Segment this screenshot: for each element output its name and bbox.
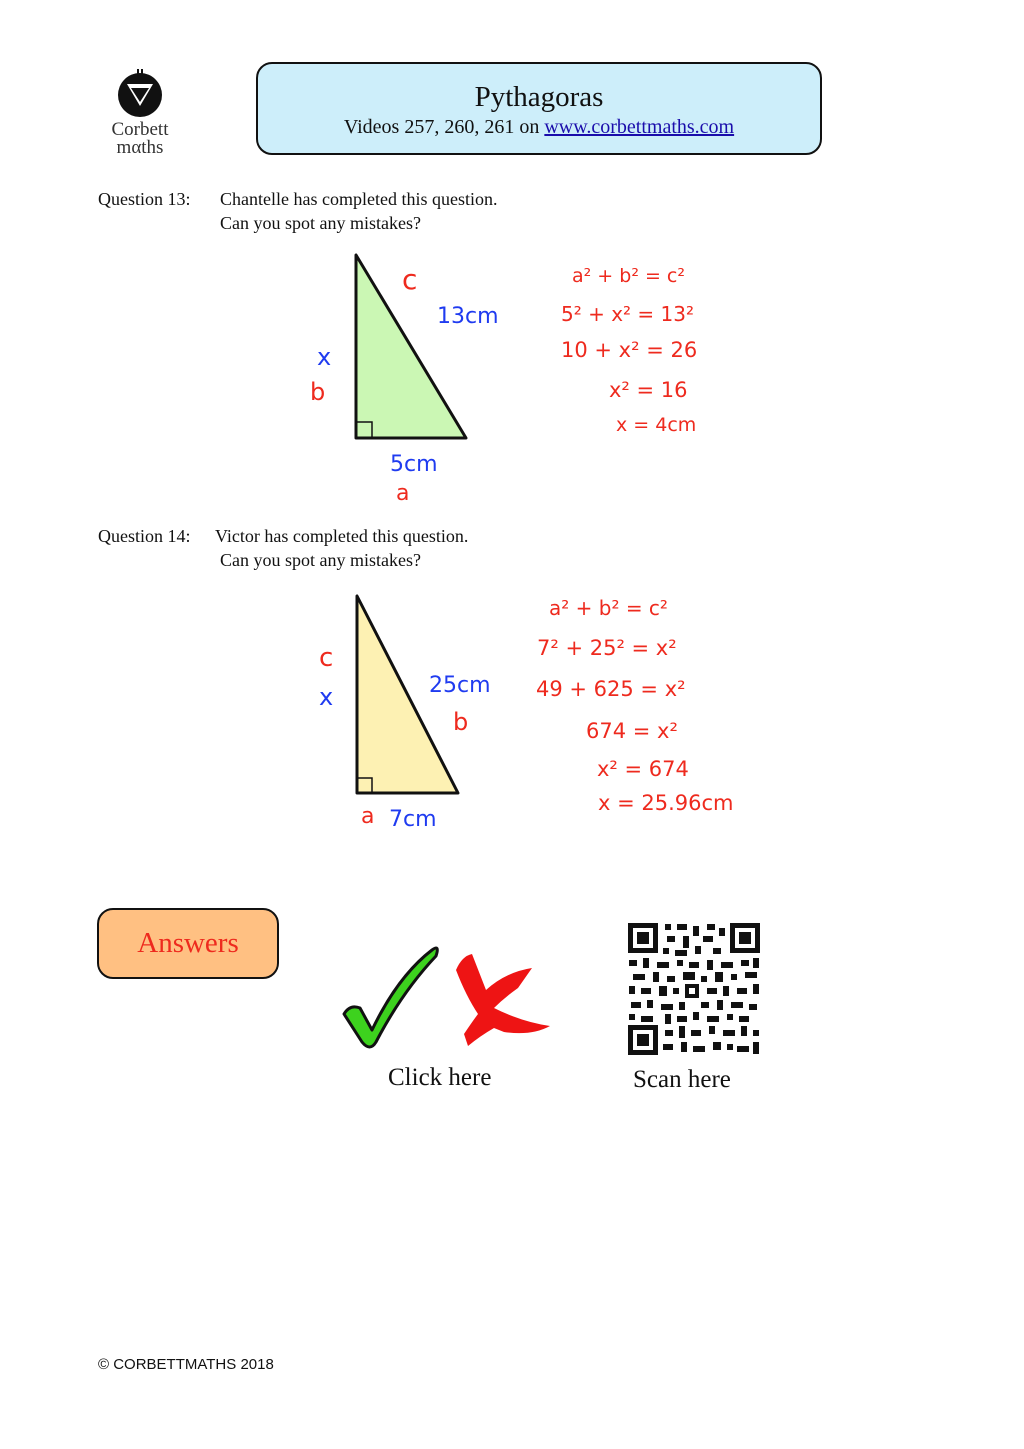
page-title: Pythagoras bbox=[474, 81, 604, 113]
question-13-label: Question 13: bbox=[98, 189, 191, 209]
q13-label-b: b bbox=[310, 378, 326, 406]
cross-icon bbox=[456, 954, 550, 1046]
question-13-line1: Chantelle has completed this question. bbox=[220, 189, 498, 209]
qr-code-icon[interactable] bbox=[627, 922, 761, 1056]
q14-working-line: x = 25.96cm bbox=[598, 791, 734, 815]
q14-label-x: x bbox=[319, 683, 334, 711]
page-subtitle bbox=[258, 114, 820, 140]
q14-working-line: 49 + 625 = x² bbox=[536, 677, 686, 701]
website-link[interactable]: www.corbettmaths.com bbox=[544, 116, 735, 138]
q14-working-line: x² = 674 bbox=[597, 757, 689, 781]
question-14-line1: Victor has completed this question. bbox=[215, 526, 469, 546]
q14-label-a: a bbox=[361, 804, 375, 829]
q14-working-line: a² + b² = c² bbox=[549, 596, 668, 620]
q13-label-a: a bbox=[396, 481, 410, 506]
q14-working-line: 7² + 25² = x² bbox=[537, 636, 677, 660]
question-14-label: Question 14: bbox=[98, 526, 191, 546]
click-here-caption: Click here bbox=[388, 1064, 492, 1091]
q13-working-line: 5² + x² = 13² bbox=[561, 302, 695, 326]
q14-label-c: c bbox=[319, 643, 334, 673]
logo-word-corbett: Corbett bbox=[111, 119, 169, 140]
checkmark-icon bbox=[344, 948, 437, 1047]
scan-here-caption: Scan here bbox=[633, 1066, 731, 1093]
answers-button[interactable]: Answers bbox=[97, 908, 279, 979]
q14-label-base: 7cm bbox=[389, 807, 437, 832]
logo-word-maths: mαths bbox=[116, 137, 164, 158]
corbettmaths-logo bbox=[100, 68, 180, 158]
subtitle-prefix: Videos 257, 260, 261 on bbox=[343, 116, 545, 138]
q13-label-x: x bbox=[317, 343, 332, 371]
question-14-line2: Can you spot any mistakes? bbox=[220, 550, 421, 570]
q13-label-hypotenuse: 13cm bbox=[437, 304, 499, 329]
title-box bbox=[256, 62, 822, 155]
q13-label-c: c bbox=[402, 263, 418, 296]
question-13-line2: Can you spot any mistakes? bbox=[220, 213, 421, 233]
q13-working-line: x² = 16 bbox=[609, 378, 688, 402]
q14-working-line: 674 = x² bbox=[586, 719, 678, 743]
copyright-footer: © CORBETTMATHS 2018 bbox=[98, 1356, 274, 1373]
q13-working-line: 10 + x² = 26 bbox=[561, 338, 698, 362]
q13-working-line: a² + b² = c² bbox=[572, 265, 685, 287]
q13-working-line: x = 4cm bbox=[616, 414, 697, 436]
tick-cross-link[interactable] bbox=[336, 942, 556, 1054]
q14-label-hypotenuse: 25cm bbox=[429, 673, 491, 698]
q14-label-b: b bbox=[453, 708, 469, 736]
q13-label-base: 5cm bbox=[390, 452, 438, 477]
logo-emblem-icon bbox=[111, 68, 169, 118]
